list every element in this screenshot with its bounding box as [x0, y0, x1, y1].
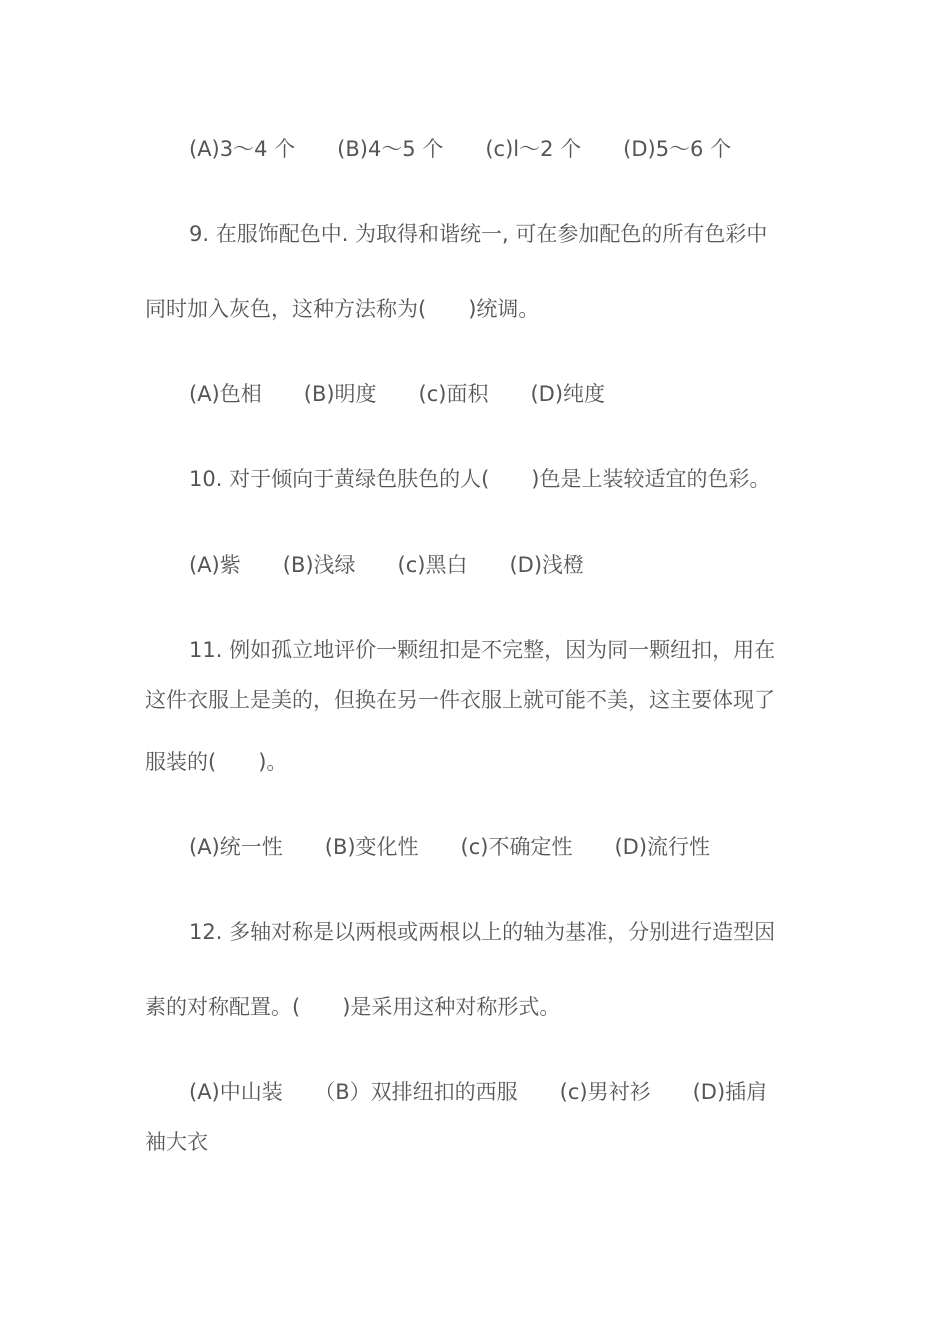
q11-stem-line3: 服装的( )。 — [145, 750, 288, 774]
q8-options: (A)3～4 个 (B)4～5 个 (c)l～2 个 (D)5～6 个 — [189, 137, 732, 161]
q11-stem-line2: 这件衣服上是美的，但换在另一件衣服上就可能不美，这主要体现了 — [145, 688, 775, 712]
q9-options: (A)色相 (B)明度 (c)面积 (D)纯度 — [189, 382, 606, 406]
q10-options: (A)紫 (B)浅绿 (c)黑白 (D)浅橙 — [189, 553, 585, 577]
q9-stem-line2: 同时加入灰色，这种方法称为( )统调。 — [145, 297, 540, 321]
q11-stem-line1: 11. 例如孤立地评价一颗纽扣是不完整，因为同一颗纽扣，用在 — [189, 638, 776, 662]
q12-options-line2: 袖大衣 — [145, 1130, 208, 1154]
q12-stem-line1: 12. 多轴对称是以两根或两根以上的轴为基准，分别进行造型因 — [189, 920, 776, 944]
q11-options: (A)统一性 (B)变化性 (c)不确定性 (D)流行性 — [189, 835, 711, 859]
q12-stem-line2: 素的对称配置。( )是采用这种对称形式。 — [145, 995, 561, 1019]
q9-stem-line1: 9. 在服饰配色中. 为取得和谐统一, 可在参加配色的所有色彩中 — [189, 222, 768, 246]
q10-stem: 10. 对于倾向于黄绿色肤色的人( )色是上装较适宜的色彩。 — [189, 467, 771, 491]
q12-options-line1: (A)中山装 （B）双排纽扣的西服 (c)男衬衫 (D)插肩 — [189, 1080, 768, 1104]
